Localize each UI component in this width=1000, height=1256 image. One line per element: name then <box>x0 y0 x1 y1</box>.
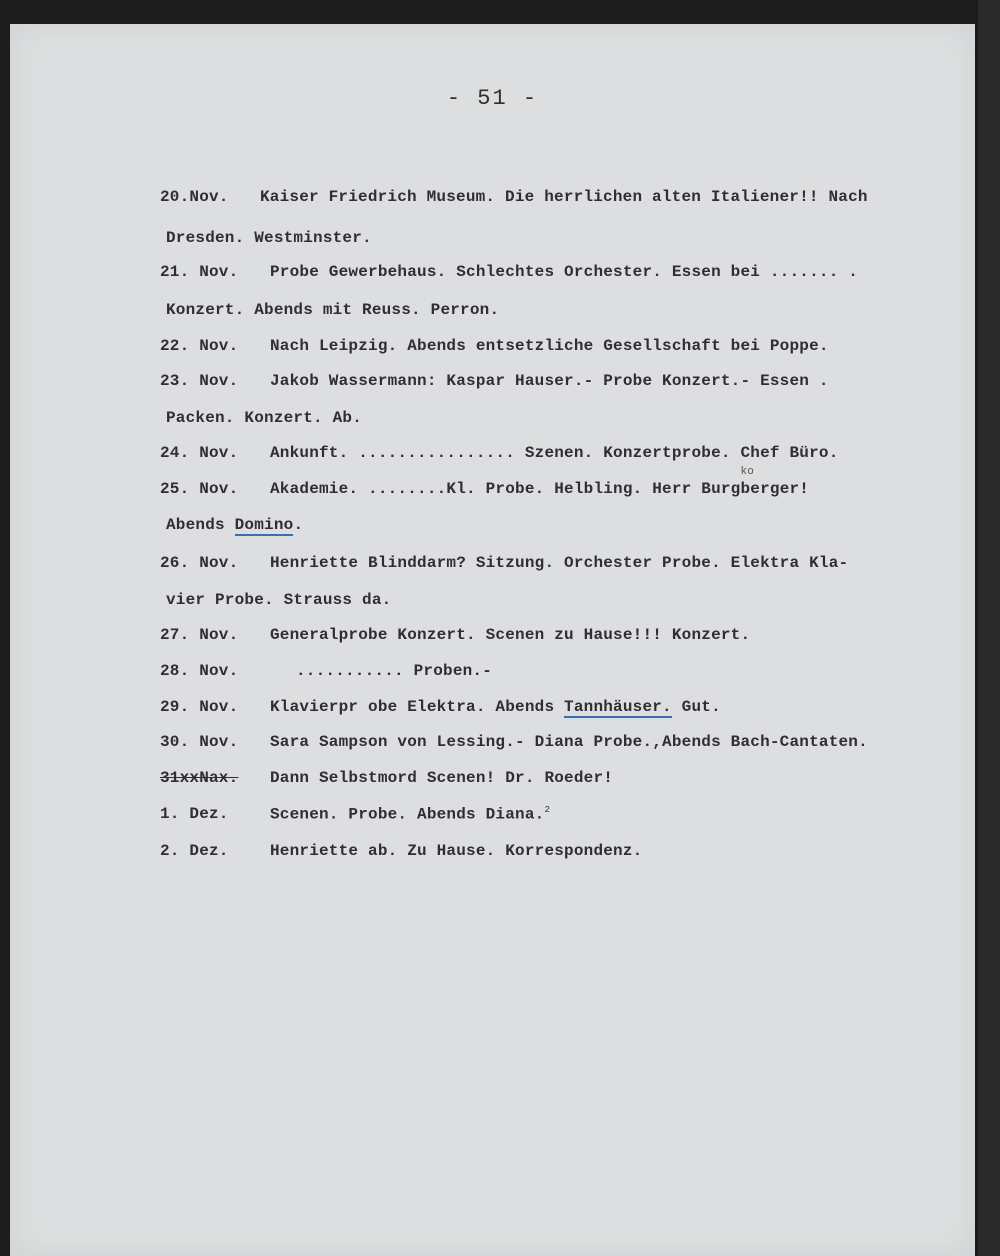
entry-text: . <box>293 516 304 534</box>
entry-date: 28. Nov. <box>160 662 239 680</box>
entry-text: Sara Sampson von Lessing.- Diana Probe.,Abends Bach-Cantaten. <box>270 733 868 751</box>
entry-text: Gut. <box>671 698 721 716</box>
entry-25-nov-cont <box>166 516 303 534</box>
underlined-word: Domino <box>234 516 294 534</box>
entry-date: 30. Nov. <box>160 733 239 751</box>
entry-27-nov <box>160 626 750 644</box>
entry-24-nov <box>160 444 839 462</box>
entry-date: 22. Nov. <box>160 337 239 355</box>
entry-date: 2. Dez. <box>160 842 229 860</box>
document-page <box>10 24 975 1256</box>
entry-text: berger! <box>740 480 810 498</box>
entry-date: 21. Nov. <box>160 263 239 281</box>
footnote-mark: 2 <box>544 805 551 815</box>
entry-date: 26. Nov. <box>160 554 239 572</box>
entry-date: 29. Nov. <box>160 698 239 716</box>
entry-text: Nach Leipzig. Abends entsetzliche Gesellschaft bei Poppe. <box>270 337 829 355</box>
entry-20-nov <box>160 188 868 206</box>
entry-text: Jakob Wassermann: Kaspar Hauser.- Probe Konzert.- Essen . <box>270 372 829 390</box>
entry-date: 1. Dez. <box>160 805 229 824</box>
entry-28-nov <box>160 662 492 680</box>
entry-date: 25. Nov. <box>160 480 239 498</box>
scan-edge-right <box>978 0 1000 1256</box>
entry-text: Kaiser Friedrich Museum. Die herrlichen alten Italiener!! Nach <box>260 188 868 206</box>
entry-31-crossed <box>160 769 613 787</box>
entry-30-nov <box>160 733 868 751</box>
entry-26-nov <box>160 554 848 572</box>
entry-text: Probe Gewerbehaus. Schlechtes Orchester. Essen bei ....... . <box>270 263 859 281</box>
entry-text: Abends <box>166 516 235 534</box>
entry-text: Ankunft. ................ Szenen. Konzertprobe. Chef Büro. <box>270 444 839 462</box>
entry-date: 27. Nov. <box>160 626 239 644</box>
entry-1-dez <box>160 805 550 823</box>
entry-text: Akademie. ........Kl. Probe. Helbling. Herr Burg <box>270 480 741 498</box>
entry-text: Henriette Blinddarm? Sitzung. Orchester Probe. Elektra Kla- <box>270 554 849 572</box>
entry-text: Konzert. Abends mit Reuss. Perron. <box>166 301 500 319</box>
entry-text: vier Probe. Strauss da. <box>166 591 392 609</box>
entry-26-nov-cont <box>166 591 391 609</box>
entry-2-dez <box>160 842 642 860</box>
entry-29-nov <box>160 698 721 716</box>
entry-date: 20.Nov. <box>160 188 229 206</box>
entry-22-nov <box>160 337 829 355</box>
entry-20-nov-cont <box>166 229 372 247</box>
entry-25-nov: 25. Nov. Akademie. ........Kl. Probe. Helbling. Herr Burg ko berger! <box>160 466 810 498</box>
page-number: - 51 - <box>446 86 539 111</box>
entry-text: Dresden. Westminster. <box>166 229 372 247</box>
entry-text: Generalprobe Konzert. Scenen zu Hause!!! Konzert. <box>270 626 751 644</box>
underlined-word: Tannhäuser. <box>564 698 672 716</box>
entry-text: Klavierpr obe Elektra. Abends <box>270 698 565 716</box>
entry-23-nov-cont <box>166 409 362 427</box>
entry-21-nov-cont <box>166 301 499 319</box>
entry-date: 23. Nov. <box>160 372 239 390</box>
entry-text: Henriette ab. Zu Hause. Korrespondenz. <box>270 842 643 860</box>
entry-date-struck: 31xxNax. <box>160 769 239 787</box>
entry-text: Scenen. Probe. Abends Diana. <box>270 805 545 824</box>
entry-date: 24. Nov. <box>160 444 239 462</box>
entry-text: Dann Selbstmord Scenen! Dr. Roeder! <box>270 769 614 787</box>
entry-21-nov <box>160 263 858 281</box>
entry-text: ........... Proben.- <box>296 662 493 680</box>
entry-23-nov <box>160 372 829 390</box>
entry-text: Packen. Konzert. Ab. <box>166 409 363 427</box>
